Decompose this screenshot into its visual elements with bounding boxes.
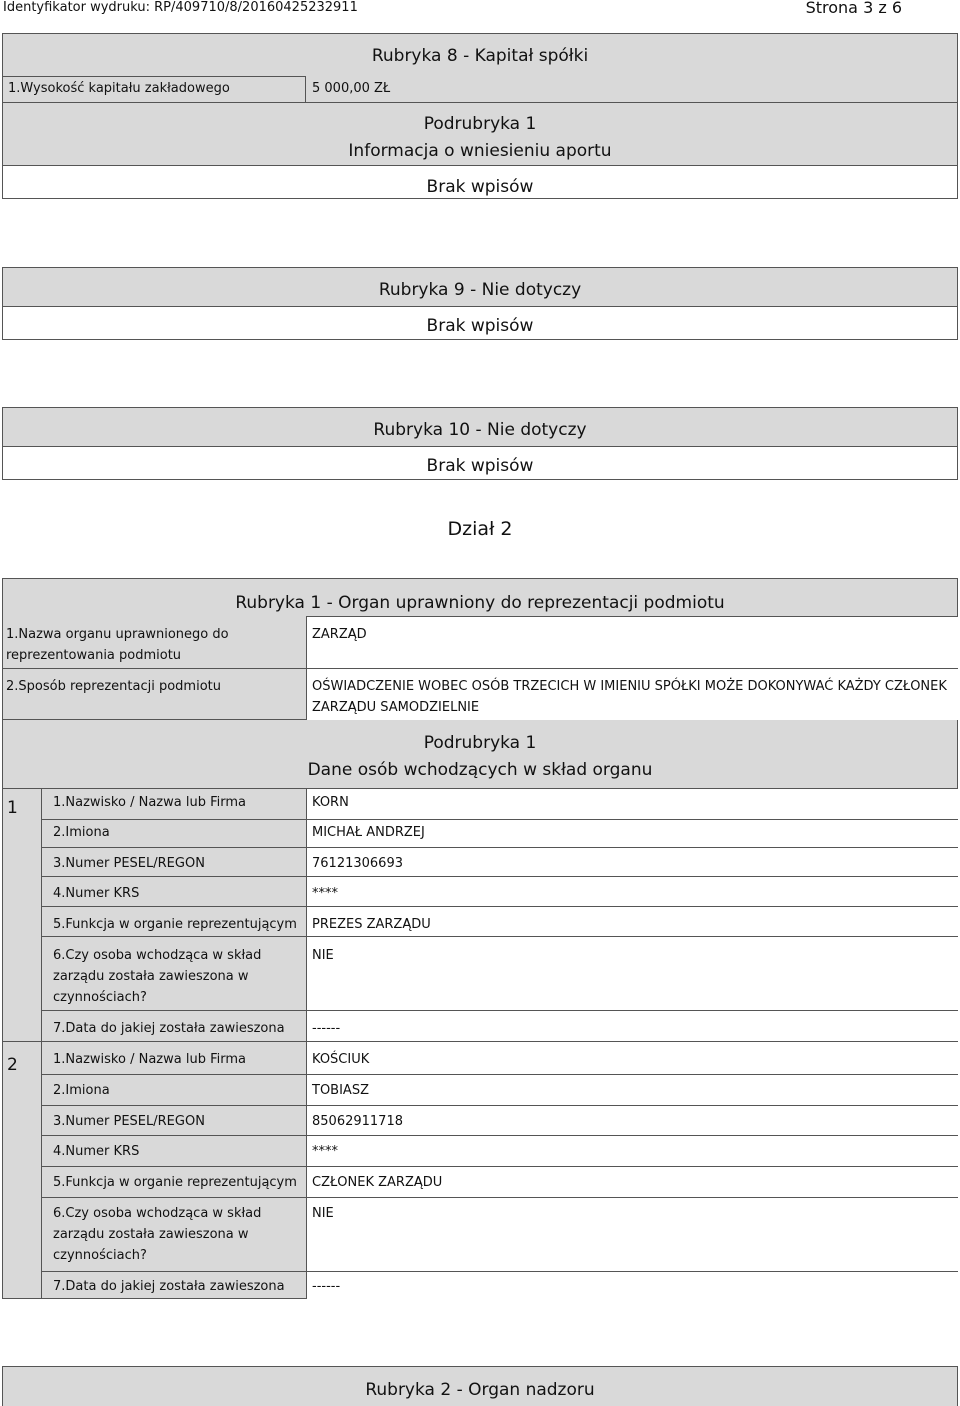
pesel-value: 85062911718 (312, 1114, 403, 1129)
podrubryka-1-title: Podrubryka 1 (423, 114, 537, 134)
person-1-block (2, 788, 958, 1041)
function-value: PREZES ZARZĄDU (312, 917, 431, 932)
surname-label: 1.Nazwisko / Nazwa lub Firma (53, 1052, 246, 1067)
capital-label: 1.Wysokość kapitału zakładowego (8, 81, 230, 96)
names-value: TOBIASZ (312, 1083, 369, 1098)
person-index: 2 (7, 1055, 18, 1075)
organ-name-label: 1.Nazwa organu uprawnionego do reprezentowania podmiotu (6, 627, 229, 663)
persons-sub-subtitle: Dane osób wchodzących w skład organu (307, 760, 653, 780)
rubryka-9-title: Rubryka 9 - Nie dotyczy (378, 280, 582, 300)
names-value: MICHAŁ ANDRZEJ (312, 825, 425, 840)
rubryka-2-title: Rubryka 2 - Organ nadzoru (365, 1380, 595, 1400)
person-2-block (2, 1041, 958, 1299)
until-label: 7.Data do jakiej została zawieszona (53, 1279, 285, 1294)
krs-label: 4.Numer KRS (53, 886, 140, 901)
section-title: Dział 2 (447, 518, 513, 540)
podrubryka-1-subtitle: Informacja o wniesieniu aportu (348, 141, 612, 161)
rubryka-10-empty: Brak wpisów (426, 456, 534, 476)
names-label: 2.Imiona (53, 1083, 110, 1098)
function-label: 5.Funkcja w organie reprezentującym (53, 917, 297, 932)
until-label: 7.Data do jakiej została zawieszona (53, 1021, 285, 1036)
krs-value: **** (312, 886, 338, 901)
until-value: ------ (312, 1279, 341, 1294)
person-index: 1 (7, 798, 18, 818)
suspended-label: 6.Czy osoba wchodząca w skład zarządu została zawieszona w czynnościach? (53, 948, 262, 1005)
function-value: CZŁONEK ZARZĄDU (312, 1175, 443, 1190)
krs-value: **** (312, 1144, 338, 1159)
print-identifier: Identyfikator wydruku: RP/409710/8/20160425232911 (3, 0, 358, 15)
pesel-label: 3.Numer PESEL/REGON (53, 1114, 205, 1129)
krs-label: 4.Numer KRS (53, 1144, 140, 1159)
capital-value: 5 000,00 ZŁ (312, 81, 391, 96)
organ-name-value: ZARZĄD (312, 627, 367, 642)
organ-name-value-cell (306, 616, 958, 668)
surname-value: KORN (312, 795, 349, 810)
rubryka-9-empty: Brak wpisów (426, 316, 534, 336)
page-number: Strona 3 z 6 (805, 0, 902, 17)
organ-method-value: OŚWIADCZENIE WOBEC OSÓB TRZECICH W IMIENIU SPÓŁKI MOŻE DOKONYWAĆ KAŻDY CZŁONEK ZARZĄDU SAMODZIELNIE (312, 679, 947, 715)
pesel-label: 3.Numer PESEL/REGON (53, 856, 205, 871)
rubryka-10-title: Rubryka 10 - Nie dotyczy (373, 420, 587, 440)
organ-title: Rubryka 1 - Organ uprawniony do reprezentacji podmiotu (235, 593, 725, 613)
persons-sub-title: Podrubryka 1 (423, 733, 537, 753)
pesel-value: 76121306693 (312, 856, 403, 871)
suspended-label: 6.Czy osoba wchodząca w skład zarządu została zawieszona w czynnościach? (53, 1206, 262, 1263)
suspended-value: NIE (312, 948, 334, 963)
until-value: ------ (312, 1021, 341, 1036)
rubryka-8-empty: Brak wpisów (426, 177, 534, 197)
organ-method-label: 2.Sposób reprezentacji podmiotu (6, 679, 221, 694)
names-label: 2.Imiona (53, 825, 110, 840)
rubryka-8-title: Rubryka 8 - Kapitał spółki (371, 46, 589, 66)
surname-label: 1.Nazwisko / Nazwa lub Firma (53, 795, 246, 810)
surname-value: KOŚCIUK (312, 1052, 370, 1067)
suspended-value: NIE (312, 1206, 334, 1221)
function-label: 5.Funkcja w organie reprezentującym (53, 1175, 297, 1190)
